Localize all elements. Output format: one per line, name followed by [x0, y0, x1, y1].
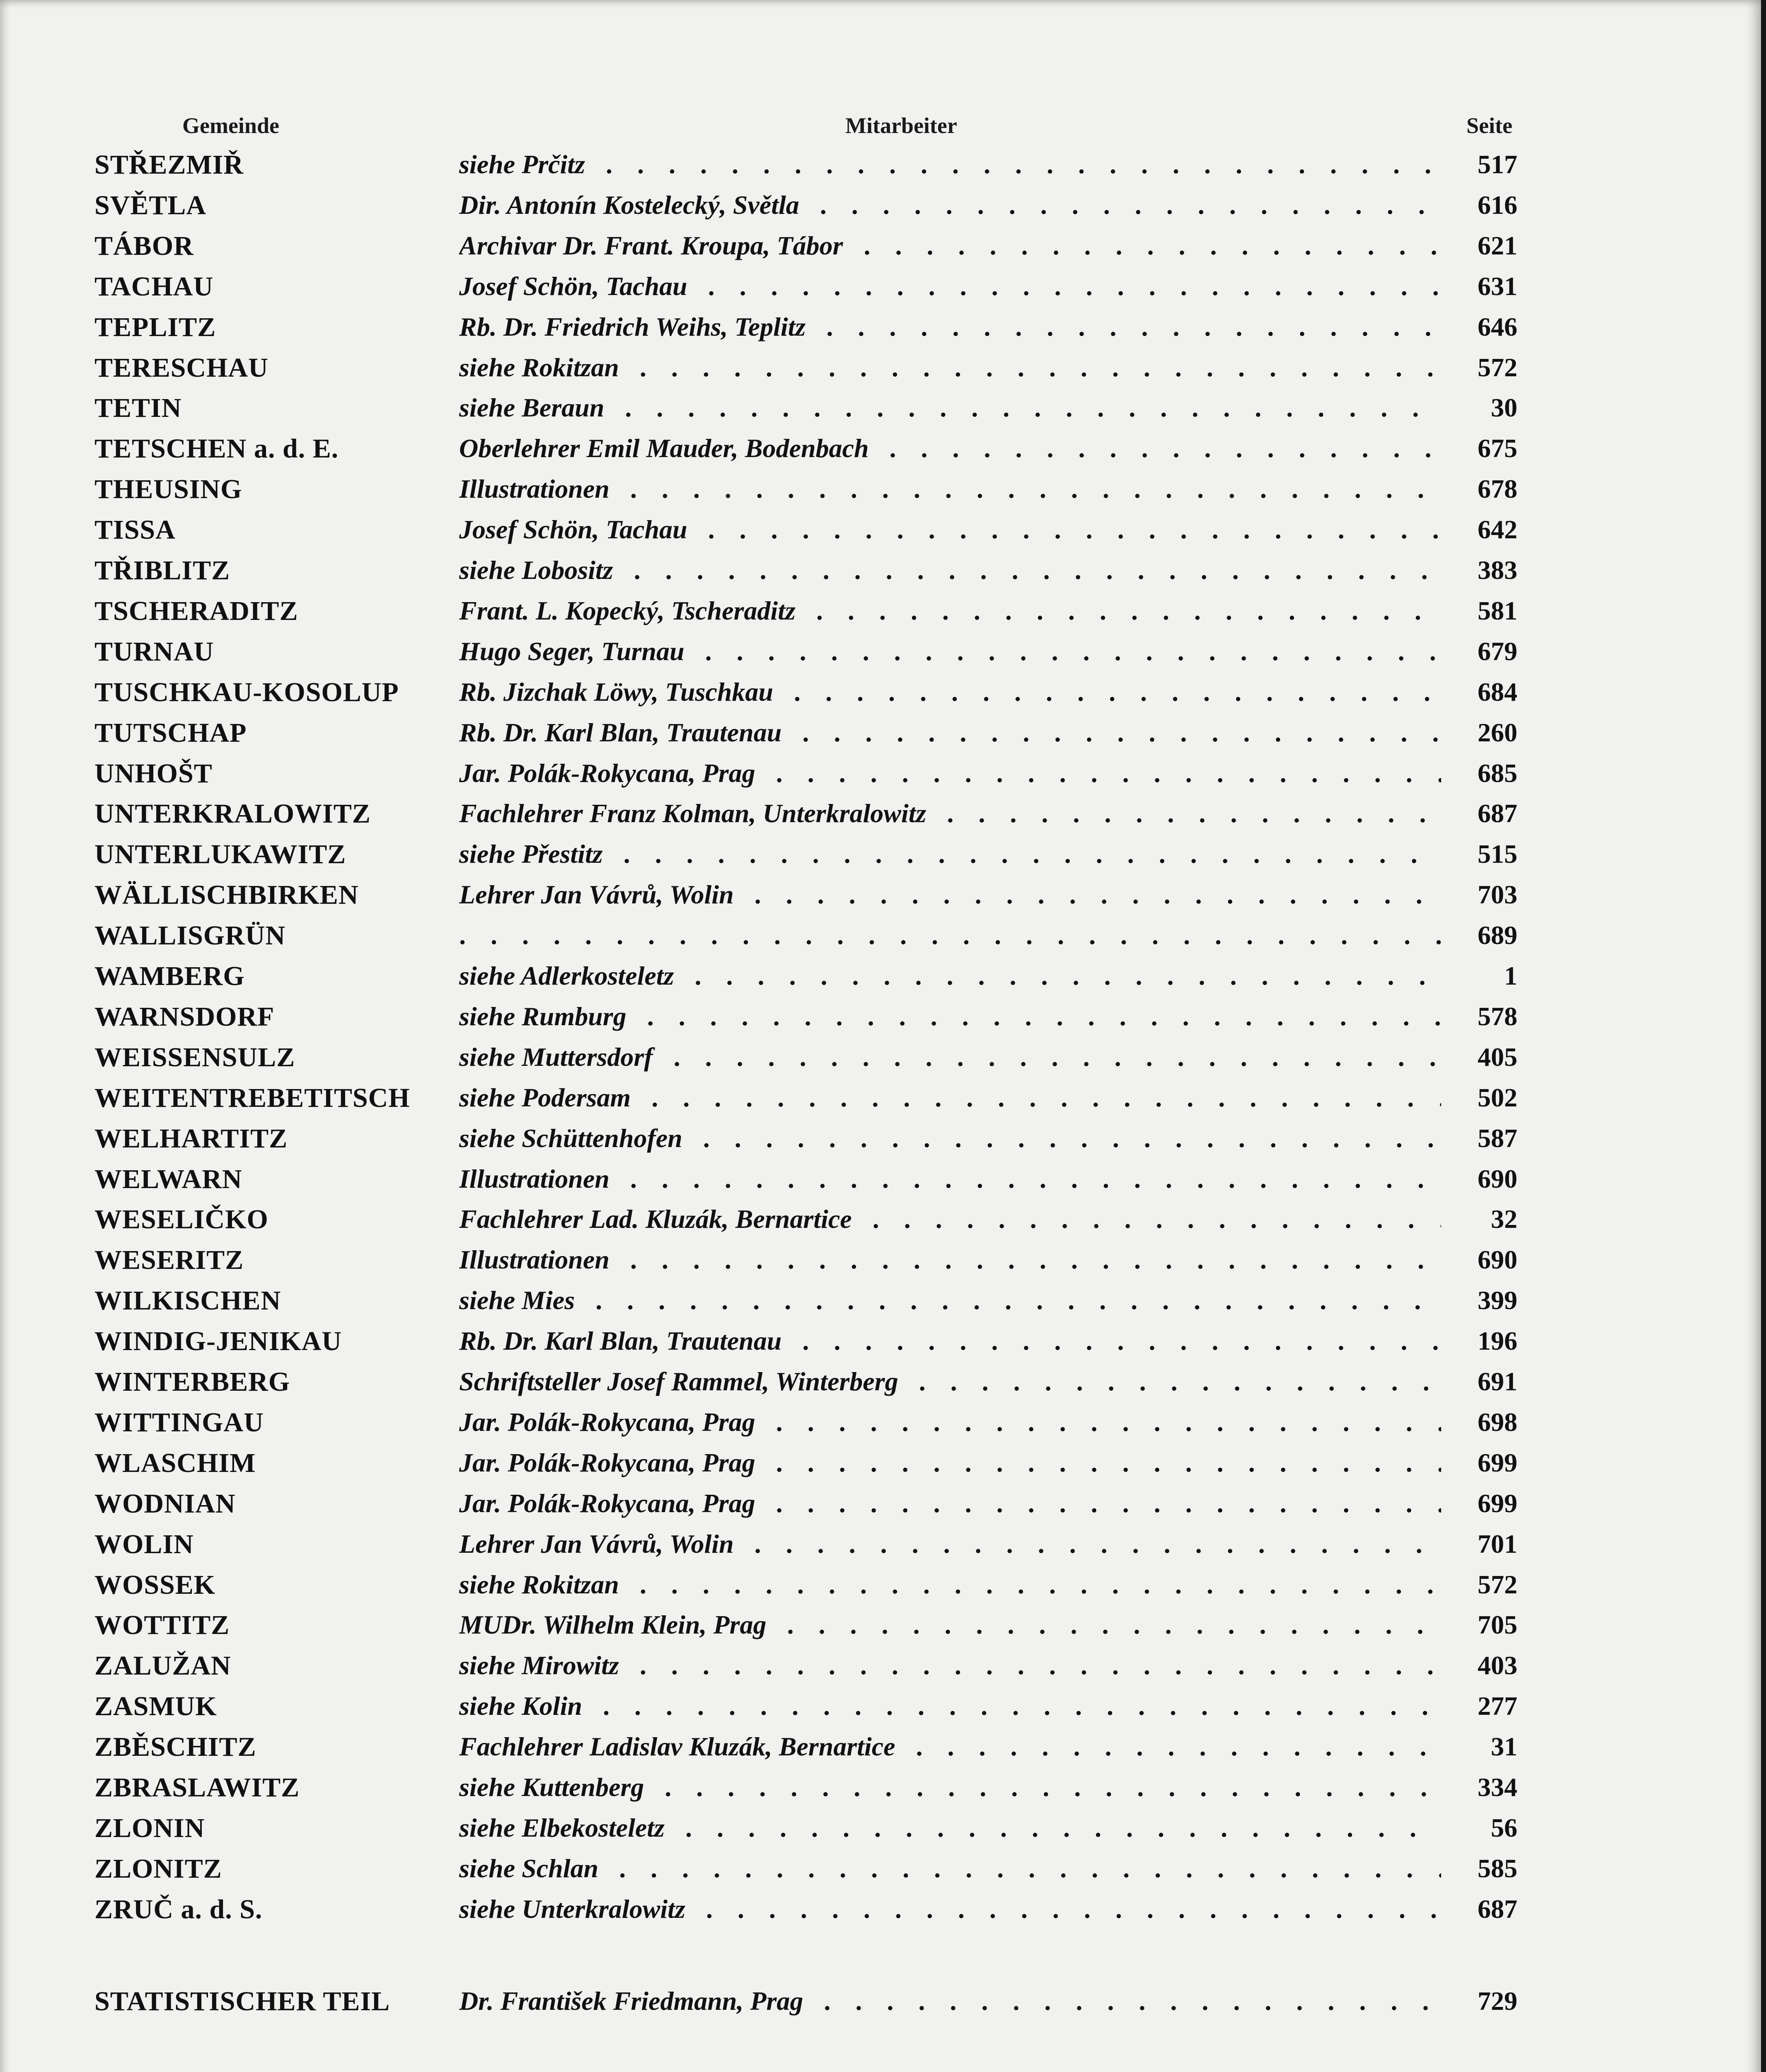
seite-number: 517 — [1478, 150, 1517, 179]
seite-number: 690 — [1478, 1164, 1517, 1193]
gemeinde-name: ZLONITZ — [94, 1854, 222, 1884]
mitarbeiter-name: siehe Beraun . . . — [459, 392, 1441, 423]
gemeinde-name: TETSCHEN a. d. E. — [94, 433, 339, 464]
gemeinde-name: WALLISGRÜN — [94, 920, 286, 951]
index-row — [0, 1569, 1766, 1610]
index-row — [0, 312, 1766, 352]
gemeinde-name: WITTINGAU — [94, 1407, 264, 1438]
gemeinde-name: TSCHERADITZ — [94, 596, 298, 626]
mitarbeiter-name: siehe Unterkralowitz . . . — [459, 1894, 1441, 1924]
mitarbeiter-name: Rb. Dr. Karl Blan, Trautenau . . . — [459, 1326, 1441, 1356]
gemeinde-name: TISSA — [94, 515, 176, 545]
mitarbeiter-name: siehe Přestitz . . . — [459, 839, 1441, 869]
gemeinde-name: WOLIN — [94, 1529, 194, 1559]
index-row — [0, 1691, 1766, 1731]
gemeinde-name: TERESCHAU — [94, 353, 269, 383]
index-row — [0, 758, 1766, 799]
gemeinde-name: TEPLITZ — [94, 312, 216, 342]
gemeinde-name: UNHOŠT — [94, 758, 213, 789]
seite-number: 631 — [1478, 271, 1517, 301]
index-row — [0, 595, 1766, 636]
gemeinde-name: WODNIAN — [94, 1489, 236, 1519]
index-row — [0, 474, 1766, 514]
index-row — [0, 636, 1766, 677]
gemeinde-name: TACHAU — [94, 271, 214, 302]
index-row — [0, 1772, 1766, 1813]
gemeinde-name: WINDIG-JENIKAU — [94, 1326, 342, 1356]
index-row — [0, 798, 1766, 839]
mitarbeiter-name: siehe Podersam . . . — [459, 1082, 1441, 1113]
gemeinde-name: WEITENTREBETITSCH — [94, 1083, 410, 1113]
gemeinde-name: STATISTISCHER TEIL — [94, 1986, 390, 2016]
gemeinde-name: WESELIČKO — [94, 1204, 269, 1234]
gemeinde-name: SVĚTLA — [94, 190, 207, 220]
index-row — [0, 1894, 1766, 1934]
mitarbeiter-name: MUDr. Wilhelm Klein, Prag . . . — [459, 1610, 1441, 1640]
seite-number: 334 — [1478, 1772, 1517, 1802]
seite-number: 690 — [1478, 1245, 1517, 1274]
mitarbeiter-name: siehe Elbekosteletz . . . — [459, 1813, 1441, 1843]
seite-number: 260 — [1478, 718, 1517, 747]
index-row — [0, 961, 1766, 1001]
index-row — [0, 1164, 1766, 1204]
index-row — [0, 1731, 1766, 1772]
seite-number: 403 — [1478, 1651, 1517, 1680]
gemeinde-name: ZRUČ a. d. S. — [94, 1894, 263, 1924]
mitarbeiter-name: siehe Mirowitz . . . — [459, 1650, 1441, 1681]
seite-number: 30 — [1491, 393, 1517, 422]
mitarbeiter-name: Fachlehrer Franz Kolman, Unterkralowitz . . . — [459, 798, 1441, 829]
seite-number: 689 — [1478, 920, 1517, 950]
mitarbeiter-name: Frant. L. Kopecký, Tscheraditz . . . — [459, 595, 1441, 626]
seite-number: 621 — [1478, 231, 1517, 260]
mitarbeiter-name: siehe Lobositz . . . — [459, 555, 1441, 586]
mitarbeiter-name: Fachlehrer Ladislav Kluzák, Bernartice . . . — [459, 1731, 1441, 1762]
mitarbeiter-name: siehe Prčitz . . . — [459, 149, 1441, 180]
index-row — [0, 1488, 1766, 1529]
seite-number: 616 — [1478, 190, 1517, 220]
mitarbeiter-name: siehe Mies . . . — [459, 1285, 1441, 1316]
header-mitarbeiter: Mitarbeiter — [845, 113, 957, 138]
seite-number: 687 — [1478, 799, 1517, 828]
mitarbeiter-name: Rb. Dr. Friedrich Weihs, Teplitz . . . — [459, 312, 1441, 342]
mitarbeiter-name: Lehrer Jan Vávrů, Wolin . . . — [459, 1529, 1441, 1559]
seite-number: 515 — [1478, 839, 1517, 869]
seite-number: 646 — [1478, 312, 1517, 341]
mitarbeiter-name: Illustrationen . . . — [459, 1244, 1441, 1275]
mitarbeiter-name: Rb. Jizchak Löwy, Tuschkau . . . — [459, 677, 1441, 707]
seite-number: 399 — [1478, 1285, 1517, 1315]
gemeinde-name: WLASCHIM — [94, 1448, 256, 1478]
mitarbeiter-name: Illustrationen . . . — [459, 474, 1441, 504]
mitarbeiter-name — [459, 920, 1441, 951]
mitarbeiter-name: Fachlehrer Lad. Kluzák, Bernartice . . . — [459, 1204, 1441, 1234]
index-row — [0, 920, 1766, 961]
mitarbeiter-name: Schriftsteller Josef Rammel, Winterberg . . . — [459, 1366, 1441, 1397]
mitarbeiter-name: Josef Schön, Tachau . . . — [459, 271, 1441, 302]
index-row — [0, 352, 1766, 393]
gemeinde-name: UNTERKRALOWITZ — [94, 799, 371, 829]
mitarbeiter-name: Josef Schön, Tachau . . . — [459, 514, 1441, 545]
seite-number: 691 — [1478, 1367, 1517, 1396]
mitarbeiter-name: Oberlehrer Emil Mauder, Bodenbach . . . — [459, 433, 1441, 464]
index-row — [0, 1123, 1766, 1164]
mitarbeiter-name: Dr. František Friedmann, Prag . . . — [459, 1986, 1441, 2016]
seite-number: 687 — [1478, 1894, 1517, 1924]
seite-number: 678 — [1478, 474, 1517, 503]
mitarbeiter-name: siehe Kolin . . . — [459, 1691, 1441, 1721]
header-gemeinde: Gemeinde — [182, 113, 279, 138]
gemeinde-name: TUTSCHAP — [94, 718, 247, 748]
mitarbeiter-name: Hugo Seger, Turnau . . . — [459, 636, 1441, 667]
header-seite: Seite — [1466, 113, 1512, 138]
gemeinde-name: ZLONIN — [94, 1813, 205, 1843]
seite-number: 405 — [1478, 1042, 1517, 1072]
mitarbeiter-name: siehe Rokitzan . . . — [459, 352, 1441, 383]
seite-number: 578 — [1478, 1002, 1517, 1031]
mitarbeiter-name: Rb. Dr. Karl Blan, Trautenau . . . — [459, 717, 1441, 748]
seite-number: 679 — [1478, 637, 1517, 666]
gemeinde-name: TUSCHKAU-KOSOLUP — [94, 677, 399, 707]
index-row — [0, 1042, 1766, 1082]
mitarbeiter-name: siehe Adlerkosteletz . . . — [459, 961, 1441, 991]
gemeinde-name: WESERITZ — [94, 1245, 244, 1275]
gemeinde-name: WOSSEK — [94, 1570, 216, 1600]
index-row — [0, 1285, 1766, 1326]
mitarbeiter-name: Illustrationen . . . — [459, 1164, 1441, 1194]
index-row — [0, 1244, 1766, 1285]
index-row — [0, 1813, 1766, 1853]
seite-number: 698 — [1478, 1407, 1517, 1437]
gemeinde-name: WARNSDORF — [94, 1002, 275, 1032]
mitarbeiter-name: Jar. Polák-Rokycana, Prag . . . — [459, 1488, 1441, 1519]
index-row — [0, 514, 1766, 555]
index-row — [0, 1001, 1766, 1042]
seite-number: 701 — [1478, 1529, 1517, 1559]
seite-number: 196 — [1478, 1326, 1517, 1356]
seite-number: 642 — [1478, 515, 1517, 544]
gemeinde-name: WILKISCHEN — [94, 1285, 281, 1316]
index-row — [0, 879, 1766, 920]
index-row-statistik — [0, 1986, 1766, 2026]
gemeinde-name: ZALUŽAN — [94, 1651, 231, 1681]
mitarbeiter-name: Dir. Antonín Kostelecký, Světla . . . — [459, 190, 1441, 220]
mitarbeiter-name: siehe Muttersdorf . . . — [459, 1042, 1441, 1072]
gemeinde-name: WELHARTITZ — [94, 1123, 288, 1154]
seite-number: 502 — [1478, 1083, 1517, 1112]
index-row — [0, 1610, 1766, 1650]
gemeinde-name: WÄLLISCHBIRKEN — [94, 880, 359, 910]
mitarbeiter-name: siehe Schüttenhofen . . . — [459, 1123, 1441, 1154]
index-row — [0, 433, 1766, 474]
index-row — [0, 1853, 1766, 1894]
mitarbeiter-name: siehe Rokitzan . . . — [459, 1569, 1441, 1600]
gemeinde-name: WAMBERG — [94, 961, 245, 991]
seite-number: 277 — [1478, 1691, 1517, 1721]
index-row — [0, 271, 1766, 312]
seite-number: 572 — [1478, 1570, 1517, 1599]
seite-number: 729 — [1478, 1986, 1517, 2016]
seite-number: 1 — [1504, 961, 1517, 990]
gemeinde-name: WOTTITZ — [94, 1610, 230, 1640]
index-row — [0, 149, 1766, 190]
seite-number: 587 — [1478, 1123, 1517, 1153]
seite-number: 585 — [1478, 1854, 1517, 1883]
gemeinde-name: TŘIBLITZ — [94, 555, 230, 586]
seite-number: 705 — [1478, 1610, 1517, 1639]
seite-number: 572 — [1478, 353, 1517, 382]
seite-number: 699 — [1478, 1489, 1517, 1518]
gemeinde-name: WINTERBERG — [94, 1367, 290, 1397]
index-row — [0, 392, 1766, 433]
mitarbeiter-name: Jar. Polák-Rokycana, Prag . . . — [459, 1407, 1441, 1438]
index-row — [0, 190, 1766, 230]
index-row — [0, 1407, 1766, 1447]
gemeinde-name: STŘEZMIŘ — [94, 150, 244, 180]
index-row — [0, 555, 1766, 595]
gemeinde-name: WELWARN — [94, 1164, 242, 1194]
seite-number: 581 — [1478, 596, 1517, 625]
seite-number: 56 — [1491, 1813, 1517, 1842]
mitarbeiter-name: siehe Schlan . . . — [459, 1853, 1441, 1884]
gemeinde-name: TURNAU — [94, 637, 214, 667]
seite-number: 32 — [1491, 1204, 1517, 1234]
mitarbeiter-name: Archivar Dr. Frant. Kroupa, Tábor . . . — [459, 230, 1441, 261]
mitarbeiter-name: Jar. Polák-Rokycana, Prag . . . — [459, 758, 1441, 789]
mitarbeiter-name: Jar. Polák-Rokycana, Prag . . . — [459, 1447, 1441, 1478]
gemeinde-name: ZASMUK — [94, 1691, 217, 1721]
seite-number: 685 — [1478, 758, 1517, 788]
seite-number: 703 — [1478, 880, 1517, 909]
index-row — [0, 1366, 1766, 1407]
index-row — [0, 1529, 1766, 1569]
index-row — [0, 1447, 1766, 1488]
index-row — [0, 1082, 1766, 1123]
index-row — [0, 230, 1766, 271]
gemeinde-name: TETIN — [94, 393, 182, 423]
seite-number: 684 — [1478, 677, 1517, 707]
index-row — [0, 1650, 1766, 1691]
index-row — [0, 1204, 1766, 1244]
gemeinde-name: UNTERLUKAWITZ — [94, 839, 346, 869]
gemeinde-name: TÁBOR — [94, 231, 194, 261]
index-row — [0, 677, 1766, 717]
seite-number: 699 — [1478, 1448, 1517, 1477]
gemeinde-name: ZBRASLAWITZ — [94, 1772, 300, 1803]
mitarbeiter-name: siehe Rumburg . . . — [459, 1001, 1441, 1032]
index-row — [0, 839, 1766, 879]
seite-number: 31 — [1491, 1732, 1517, 1761]
mitarbeiter-name: siehe Kuttenberg . . . — [459, 1772, 1441, 1803]
gemeinde-name: THEUSING — [94, 474, 242, 504]
index-row — [0, 717, 1766, 758]
gemeinde-name: ZBĚSCHITZ — [94, 1732, 256, 1762]
mitarbeiter-name: Lehrer Jan Vávrů, Wolin . . . — [459, 879, 1441, 910]
gemeinde-name: WEISSENSULZ — [94, 1042, 295, 1072]
index-row — [0, 1326, 1766, 1366]
seite-number: 383 — [1478, 555, 1517, 585]
seite-number: 675 — [1478, 433, 1517, 463]
